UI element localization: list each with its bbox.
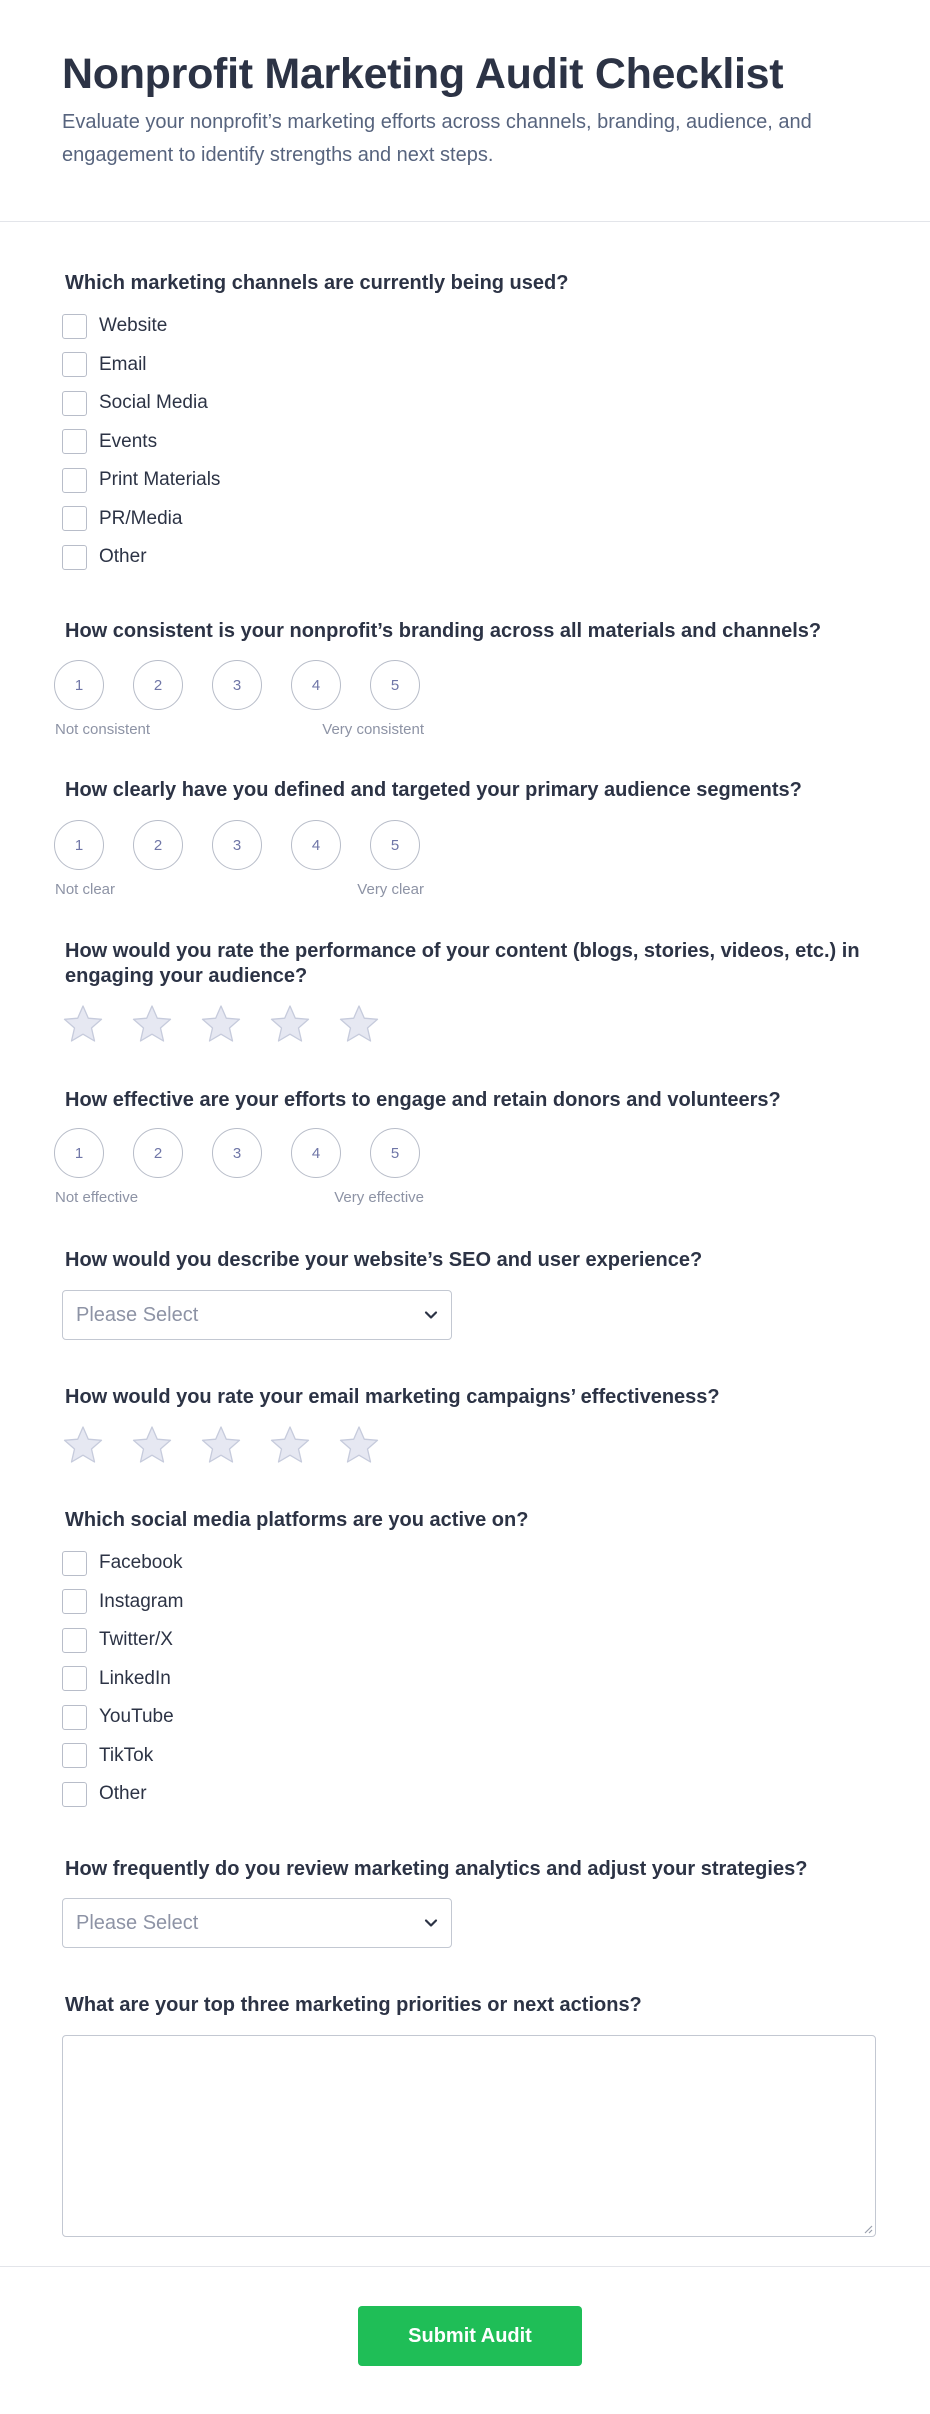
checkbox-box[interactable] — [62, 429, 87, 454]
scale-option-2[interactable]: 2 — [133, 1128, 183, 1178]
priorities-textarea[interactable] — [62, 2035, 876, 2237]
star-icon[interactable] — [131, 1424, 173, 1466]
question-audience-label: How clearly have you defined and targeted your primary audience segments? — [65, 779, 802, 801]
checkbox-label: Facebook — [99, 1552, 183, 1574]
scale-option-3[interactable]: 3 — [212, 820, 262, 870]
channels-checkbox-list — [62, 307, 220, 577]
seo-dropdown[interactable] — [62, 1290, 452, 1340]
scale-option-5[interactable]: 5 — [370, 1128, 420, 1178]
scale-option-1[interactable]: 1 — [54, 1128, 104, 1178]
star-icon[interactable] — [269, 1424, 311, 1466]
checkbox-option[interactable] — [62, 384, 220, 423]
checkbox-label: Other — [99, 546, 147, 568]
page-title: Nonprofit Marketing Audit Checklist — [62, 50, 784, 98]
checkbox-option[interactable] — [62, 423, 220, 462]
star-icon[interactable] — [200, 1003, 242, 1045]
audience-scale-rating — [54, 820, 424, 900]
scale-low-label: Not consistent — [55, 721, 151, 738]
checkbox-label: TikTok — [99, 1744, 154, 1766]
checkbox-option[interactable] — [62, 538, 220, 577]
star-icon[interactable] — [338, 1003, 380, 1045]
star-icon[interactable] — [269, 1003, 311, 1045]
checkbox-option[interactable] — [62, 1698, 183, 1737]
checkbox-option[interactable] — [62, 1544, 183, 1583]
scale-option-3[interactable]: 3 — [212, 1128, 262, 1178]
scale-option-4[interactable]: 4 — [291, 660, 341, 710]
checkbox-label: Twitter/X — [99, 1629, 173, 1651]
page-subtitle: Evaluate your nonprofit’s marketing efforts across channels, branding, audience, and engagement to identify strengths and next steps. — [62, 111, 812, 166]
question-priorities-label: What are your top three marketing priorities or next actions? — [65, 1994, 642, 2016]
checkbox-label: Social Media — [99, 392, 208, 414]
checkbox-label: Website — [99, 315, 168, 337]
checkbox-box[interactable] — [62, 1589, 87, 1614]
checkbox-label: Other — [99, 1783, 147, 1805]
chevron-down-icon — [423, 1307, 439, 1323]
checkbox-box[interactable] — [62, 545, 87, 570]
question-content-label: How would you rate the performance of your content (blogs, stories, videos, etc.) in engaging your audience? — [65, 940, 860, 987]
checkbox-box[interactable] — [62, 391, 87, 416]
checkbox-box[interactable] — [62, 352, 87, 377]
dropdown-placeholder: Please Select — [76, 1304, 199, 1326]
scale-option-4[interactable]: 4 — [291, 1128, 341, 1178]
scale-option-3[interactable]: 3 — [212, 660, 262, 710]
checkbox-option[interactable] — [62, 461, 220, 500]
checkbox-label: Email — [99, 353, 147, 375]
social-checkbox-list — [62, 1544, 183, 1814]
question-email-label: How would you rate your email marketing campaigns’ effectiveness? — [65, 1386, 720, 1408]
question-social-label: Which social media platforms are you active on? — [65, 1509, 529, 1531]
scale-high-label: Very consistent — [322, 721, 424, 738]
checkbox-option[interactable] — [62, 1737, 183, 1776]
checkbox-option[interactable] — [62, 1583, 183, 1622]
resize-handle-icon[interactable] — [861, 2222, 873, 2234]
checkbox-option[interactable] — [62, 1660, 183, 1699]
checkbox-label: YouTube — [99, 1706, 174, 1728]
branding-scale-rating — [54, 660, 424, 740]
star-icon[interactable] — [62, 1003, 104, 1045]
star-icon[interactable] — [200, 1424, 242, 1466]
scale-option-1[interactable]: 1 — [54, 660, 104, 710]
scale-high-label: Very clear — [357, 881, 424, 898]
star-icon[interactable] — [62, 1424, 104, 1466]
scale-high-label: Very effective — [334, 1189, 424, 1206]
question-channels-label: Which marketing channels are currently being used? — [65, 272, 569, 294]
checkbox-label: Instagram — [99, 1590, 184, 1612]
checkbox-box[interactable] — [62, 1628, 87, 1653]
scale-option-5[interactable]: 5 — [370, 660, 420, 710]
checkbox-label: PR/Media — [99, 507, 183, 529]
checkbox-option[interactable] — [62, 500, 220, 539]
checkbox-label: LinkedIn — [99, 1667, 171, 1689]
scale-option-2[interactable]: 2 — [133, 660, 183, 710]
star-icon[interactable] — [131, 1003, 173, 1045]
checkbox-box[interactable] — [62, 314, 87, 339]
scale-option-5[interactable]: 5 — [370, 820, 420, 870]
donors-scale-rating — [54, 1128, 424, 1208]
checkbox-box[interactable] — [62, 1743, 87, 1768]
scale-option-4[interactable]: 4 — [291, 820, 341, 870]
question-analytics-label: How frequently do you review marketing analytics and adjust your strategies? — [65, 1858, 808, 1880]
checkbox-option[interactable] — [62, 307, 220, 346]
checkbox-box[interactable] — [62, 1705, 87, 1730]
checkbox-box[interactable] — [62, 1551, 87, 1576]
dropdown-placeholder: Please Select — [76, 1912, 199, 1934]
analytics-dropdown[interactable] — [62, 1898, 452, 1948]
chevron-down-icon — [423, 1915, 439, 1931]
checkbox-label: Print Materials — [99, 469, 221, 491]
checkbox-box[interactable] — [62, 468, 87, 493]
question-donors-label: How effective are your efforts to engage and retain donors and volunteers? — [65, 1089, 781, 1111]
scale-option-1[interactable]: 1 — [54, 820, 104, 870]
scale-option-2[interactable]: 2 — [133, 820, 183, 870]
checkbox-box[interactable] — [62, 1666, 87, 1691]
scale-low-label: Not clear — [55, 881, 116, 898]
scale-low-label: Not effective — [55, 1189, 139, 1206]
checkbox-option[interactable] — [62, 346, 220, 385]
checkbox-label: Events — [99, 430, 158, 452]
submit-audit-button[interactable]: Submit Audit — [358, 2306, 582, 2366]
checkbox-option[interactable] — [62, 1775, 183, 1814]
star-icon[interactable] — [338, 1424, 380, 1466]
checkbox-box[interactable] — [62, 1782, 87, 1807]
question-branding-label: How consistent is your nonprofit’s branding across all materials and channels? — [65, 620, 822, 642]
checkbox-option[interactable] — [62, 1621, 183, 1660]
checkbox-box[interactable] — [62, 506, 87, 531]
question-seo-label: How would you describe your website’s SEO and user experience? — [65, 1249, 703, 1271]
form-header — [0, 0, 930, 222]
